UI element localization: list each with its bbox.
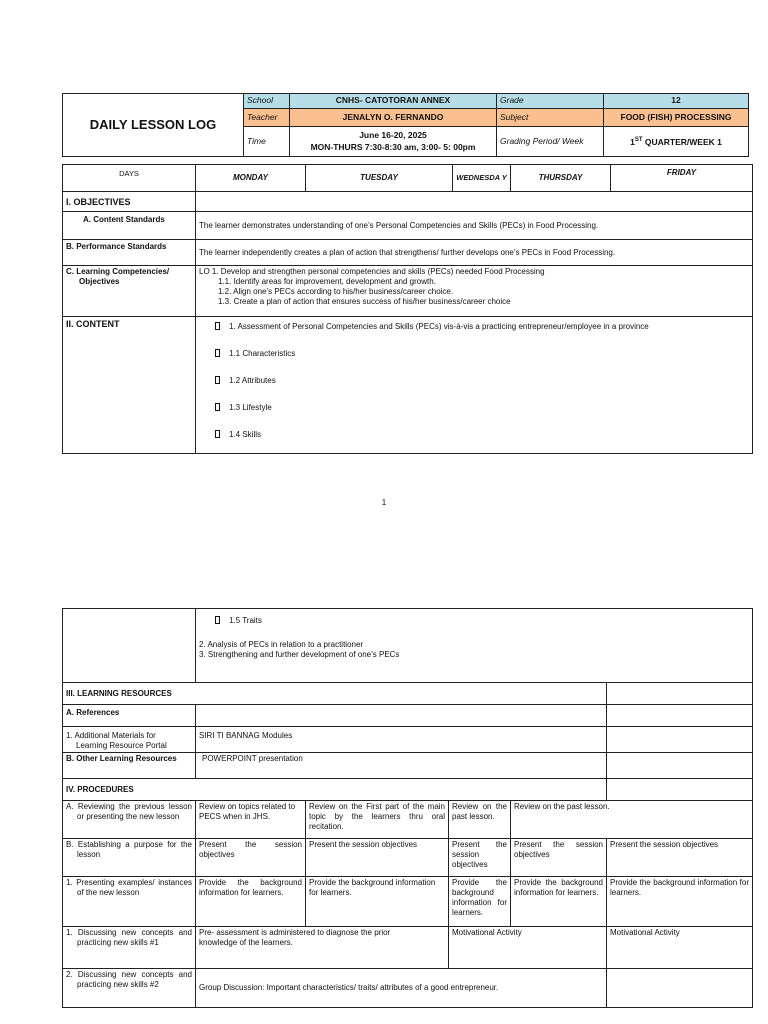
- page1-table: [62, 164, 753, 454]
- procedure-a-wednesday: Review on the past lesson.: [449, 801, 511, 839]
- content-heading: II. CONTENT: [63, 316, 196, 454]
- school-value: CNHS- CATOTORAN ANNEX: [290, 94, 497, 109]
- content-continued: [196, 609, 753, 683]
- procedure-c-monday: Provide the background information for learners.: [196, 877, 306, 927]
- content-item: 1.4 Skills: [215, 430, 749, 440]
- procedure-b-thursday: Present the session objectives: [511, 839, 607, 877]
- objectives-heading: I. OBJECTIVES: [63, 192, 196, 212]
- additional-materials-label: 1. Additional Materials for Learning Resource Portal: [63, 727, 196, 753]
- blank-cell: [607, 969, 753, 1008]
- procedures-heading: IV. PROCEDURES: [63, 779, 607, 801]
- quarter-text: QUARTER/WEEK 1: [642, 137, 722, 148]
- square-bullet-icon: [215, 322, 220, 330]
- teacher-value: JENALYN O. FERNANDO: [290, 109, 497, 126]
- square-bullet-icon: [215, 349, 220, 357]
- blank-cell: [607, 705, 753, 727]
- procedure-c-friday: Provide the background information for learners.: [607, 877, 753, 927]
- procedure-b-label: B. Establishing a purpose for the lesson: [63, 839, 196, 877]
- procedure-c-tuesday: Provide the background information for learners.: [306, 877, 449, 927]
- square-bullet-icon: [215, 430, 220, 438]
- content-item: 1.2 Attributes: [215, 376, 749, 403]
- lc-item-1: LO 1. Develop and strengthen personal competencies and skills (PECs) needed Food Processing: [199, 267, 545, 277]
- day-monday: MONDAY: [196, 165, 306, 192]
- procedure-a-label: A. Reviewing the previous lesson or presenting the new lesson: [63, 801, 196, 839]
- continued-label-cell: [63, 609, 196, 683]
- content-standards-label: A. Content Standards: [63, 212, 196, 240]
- school-label: School: [244, 94, 290, 109]
- lc-item-2: 1.1. Identify areas for improvement, development and growth.: [218, 277, 436, 287]
- content-item: 1.3 Lifestyle: [215, 403, 749, 430]
- time-value: [290, 126, 497, 157]
- references-label: A. References: [63, 705, 196, 727]
- blank-cell: [196, 705, 607, 727]
- blank-cell: [607, 727, 753, 753]
- day-tuesday: TUESDAY: [306, 165, 453, 192]
- procedure-a-tuesday: Review on the First part of the main topic by the learners thru oral recitation.: [306, 801, 449, 839]
- learning-competencies-text: [196, 266, 753, 316]
- page2-table: [62, 608, 753, 1008]
- other-resources-label: B. Other Learning Resources: [63, 753, 196, 779]
- subject-label: Subject: [497, 109, 604, 126]
- quarter-superscript: ST: [634, 137, 643, 144]
- procedure-d-wednesday: Motivational Activity: [449, 927, 607, 969]
- performance-standards-label: B. Performance Standards: [63, 240, 196, 266]
- subject-value: FOOD (FISH) PROCESSING: [604, 109, 749, 126]
- day-friday: FRIDAY: [611, 165, 753, 192]
- procedure-c-label: 1. Presenting examples/ instances of the new lesson: [63, 877, 196, 927]
- content-standards-text: The learner demonstrates understanding of one’s Personal Competencies and Skills (PECs) in Food Processing.: [196, 212, 753, 240]
- time-hours: MON-THURS 7:30-8:30 am, 3:00- 5: 00pm: [310, 142, 476, 153]
- lc-label-line1: C. Learning Competencies/: [66, 267, 170, 277]
- content-list: [196, 316, 753, 454]
- procedure-d-label: 1. Discussing new concepts and practicing new skills #1: [63, 927, 196, 969]
- grade-label: Grade: [497, 94, 604, 109]
- blank-cell: [607, 753, 753, 779]
- other-resources-text: POWERPOINT presentation: [196, 753, 607, 779]
- time-dates: June 16-20, 2025: [359, 130, 427, 141]
- learning-competencies-label: [63, 266, 196, 316]
- blank-cell: [607, 683, 753, 705]
- content-item: 1.5 Traits: [215, 616, 749, 640]
- square-bullet-icon: [215, 403, 220, 411]
- content-item: 1. Assessment of Personal Competencies and Skills (PECs) vis-à-vis a practicing entrepreneur/employee in a province: [215, 322, 749, 349]
- grade-value: 12: [604, 94, 749, 109]
- lesson-log-title: DAILY LESSON LOG: [63, 94, 244, 157]
- additional-materials-text: SIRI TI BANNAG Modules: [196, 727, 607, 753]
- quarter-number: 1: [630, 137, 635, 148]
- procedure-e-label: 2. Discussing new concepts and practicing new skills #2: [63, 969, 196, 1008]
- lc-item-4: 1.3. Create a plan of action that ensures success of his/her business/career choice: [218, 297, 511, 307]
- header-table: [62, 93, 749, 157]
- blank-cell: [607, 779, 753, 801]
- procedure-c-thursday: Provide the background information for learners.: [511, 877, 607, 927]
- day-wednesday: WEDNESDA Y: [453, 165, 511, 192]
- procedure-b-tuesday: Present the session objectives: [306, 839, 449, 877]
- procedure-a-thursday: Review on the past lesson.: [511, 801, 753, 839]
- days-label: DAYS: [63, 165, 196, 192]
- learning-resources-heading: III. LEARNING RESOURCES: [63, 683, 607, 705]
- page-number: 1: [381, 498, 387, 507]
- procedure-b-monday: Present the session objectives: [196, 839, 306, 877]
- procedure-e-text: Group Discussion: Important characteristics/ traits/ attributes of a good entrepreneur.: [196, 969, 607, 1008]
- day-thursday: THURSDAY: [511, 165, 611, 192]
- teacher-label: Teacher: [244, 109, 290, 126]
- square-bullet-icon: [215, 616, 220, 624]
- lc-label-line2: Objectives: [79, 277, 120, 287]
- performance-standards-text: The learner independently creates a plan of action that strengthens/ further develops one’s PECs in Food Processing.: [196, 240, 753, 266]
- quarter-value: [604, 126, 749, 157]
- time-label: Time: [244, 126, 290, 157]
- procedure-b-friday: Present the session objectives: [607, 839, 753, 877]
- procedure-a-monday: Review on topics related to PECS when in JHS.: [196, 801, 306, 839]
- procedure-d-monday: Pre- assessment is administered to diagnose the prior knowledge of the learners.: [196, 927, 449, 969]
- procedure-c-wednesday: Provide the background information for learners.: [449, 877, 511, 927]
- analysis-item: 2. Analysis of PECs in relation to a practitioner: [199, 640, 364, 649]
- grading-period-label: Grading Period/ Week: [497, 126, 604, 157]
- content-item: 1.1 Characteristics: [215, 349, 749, 376]
- objectives-blank: [196, 192, 753, 212]
- lc-item-3: 1.2. Align one’s PECs according to his/her business/career choice.: [218, 287, 454, 297]
- strengthening-item: 3. Strengthening and further development of one’s PECs: [199, 650, 400, 659]
- square-bullet-icon: [215, 376, 220, 384]
- procedure-b-wednesday: Present the session objectives: [449, 839, 511, 877]
- procedure-d-friday: Motivational Activity: [607, 927, 753, 969]
